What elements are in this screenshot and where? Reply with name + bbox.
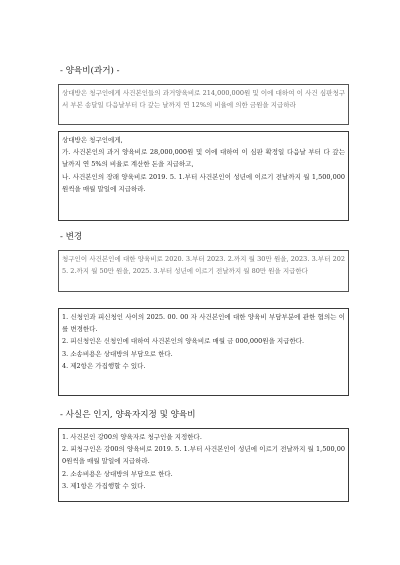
claim-box-modification <box>58 250 349 292</box>
ruling-line: 가. 사건본인의 과거 양육비로 28,000,000원 및 이에 대하여 이 심판 확정일 다음날 부터 다 갚는 날까지 연 5%의 비율로 계산한 돈을 지급하고, <box>62 148 345 169</box>
ruling-line: 2. 소송비용은 상대방의 부담으로 한다. <box>62 469 173 478</box>
ruling-line: 나. 사건본인의 장래 양육비로 2019. 5. 1.부터 사건본인이 성년에 이르기 전날까지 월 1,500,000원씩을 매월 말일에 지급하라. <box>62 172 345 193</box>
ruling-line: 3. 소송비용은 상대방의 부담으로 한다. <box>62 349 173 358</box>
ruling-line: 2. 피청구인은 강00의 양육비로 2019. 5. 1.부터 사건본인이 성년에 이르기 전날까지 월 1,500,000원씩을 매월 말일에 지급하라. <box>62 445 345 466</box>
section-heading-paternity-custody: - 사실은 인지, 양육자지정 및 양육비 <box>60 410 196 420</box>
claim-text: 상대방은 청구인에게 사건본인들의 과거양육비로 214,000,000원 및 이에 대하여 이 사건 심판청구서 부본 송달일 다음날부터 다 갚는 날까지 연 12%의 비율에 의한 금원을 지급하라 <box>62 89 345 110</box>
ruling-line: 4. 제2항은 가집행할 수 있다. <box>62 361 146 370</box>
ruling-line: 2. 피신청인은 신청인에 대하여 사건본인의 양육비로 매월 금 000,000원을 지급한다. <box>62 337 305 346</box>
section-heading-past-child-support: - 양육비(과거) - <box>60 66 120 76</box>
ruling-line: 3. 제1항은 가집행할 수 있다. <box>62 481 146 490</box>
ruling-line: 1. 사건본인 강00의 양육자로 청구인을 지정한다. <box>62 433 202 441</box>
section-heading-modification: - 변경 <box>60 232 83 242</box>
ruling-line: 상대방은 청구인에게, <box>62 136 123 144</box>
claim-box-past-child-support <box>58 84 349 125</box>
ruling-line: 1. 신청인과 피신청인 사이의 2025. 00. 00 자 사건본인에 대한 양육비 부담부분에 관한 협의는 이를 변경한다. <box>62 313 345 334</box>
claim-text: 청구인이 사건본인에 대한 양육비로 2020. 3.부터 2023. 2.까지 월 30만 원을, 2023. 3.부터 2025. 2.까지 월 50만 원을, 2025. 3.부터 성년에 이르기 전날까지 월 80만 원을 지급한다 <box>62 255 345 276</box>
ruling-box-modification <box>58 308 349 396</box>
ruling-box-past-child-support <box>58 131 349 221</box>
ruling-box-paternity-custody <box>58 428 349 502</box>
